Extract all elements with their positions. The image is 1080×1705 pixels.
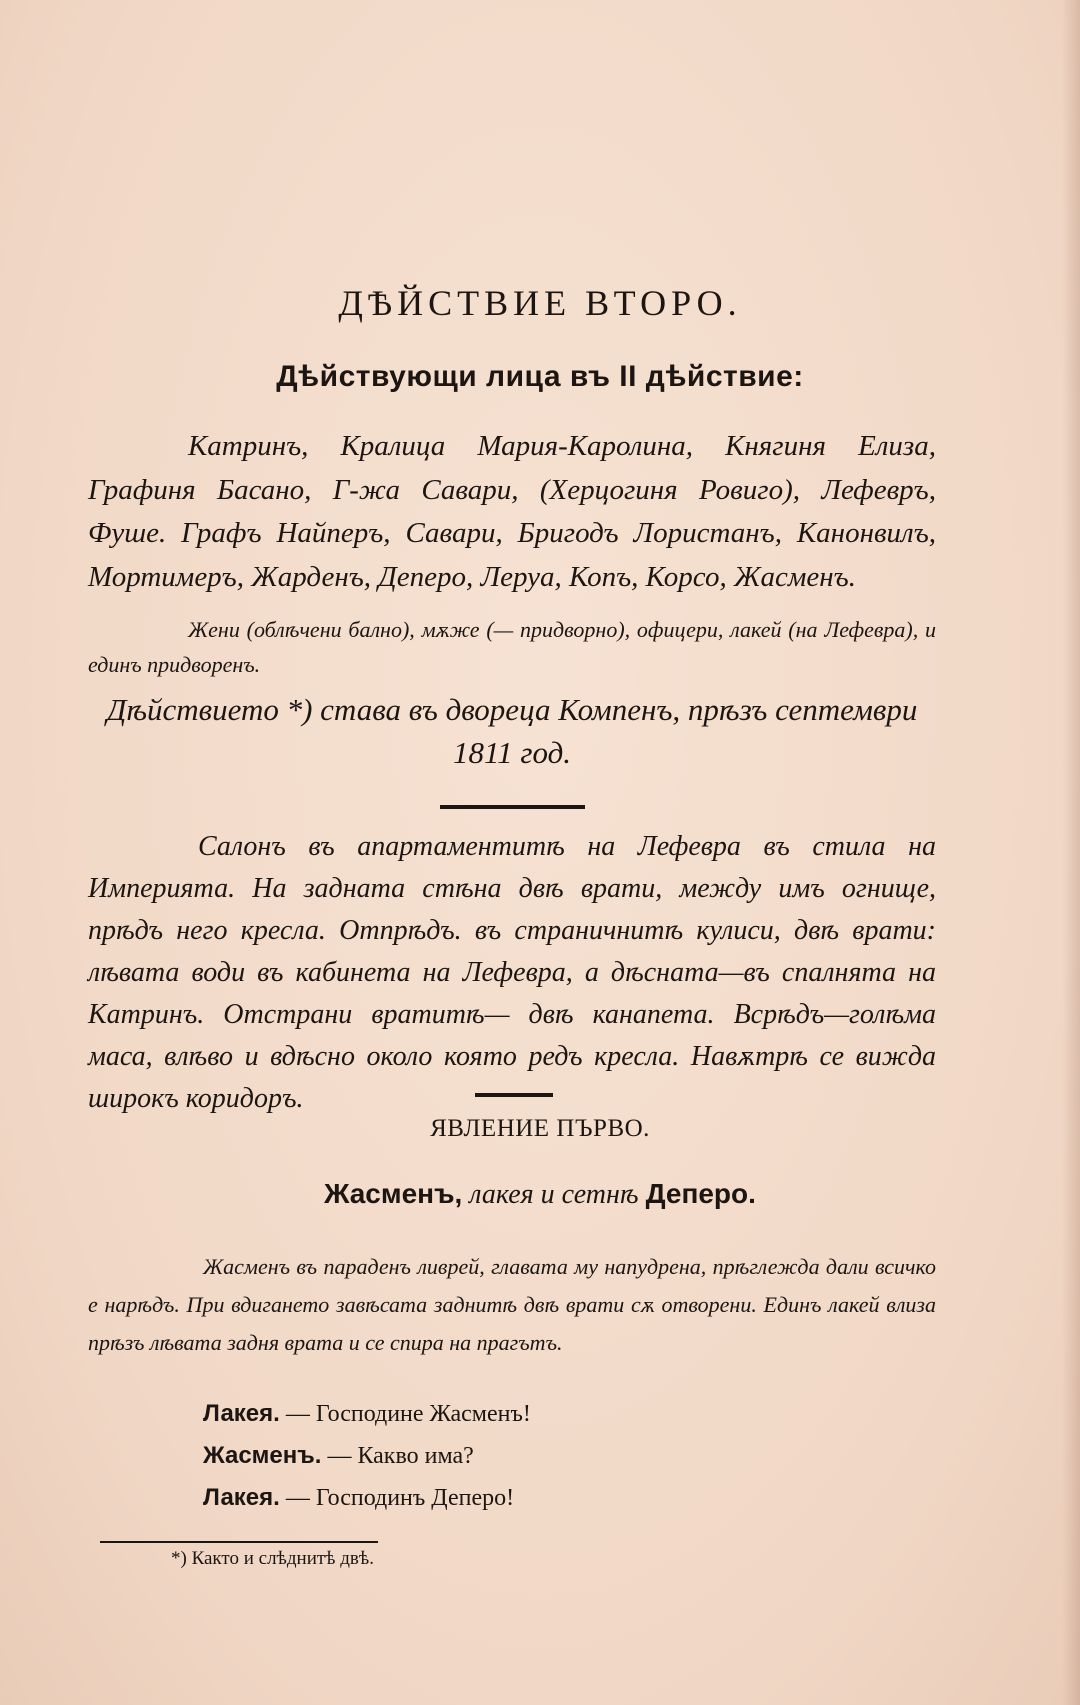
extras-list: Жени (облѣчени бално), мѫже (— придворно), офицери, лакей (на Лефевра), и единъ придворенъ. — [88, 617, 936, 677]
act-title: ДѢЙСТВИЕ ВТОРО. — [338, 283, 742, 323]
speaker: Лакея. — [203, 1400, 280, 1427]
scene-stage-direction: Жасменъ въ параденъ ливрей, главата му напудрена, прѣглежда дали всичко е нарѣдъ. При вдигането завѣсата заднитѣ двѣ врати сѫ отворени. Единъ лакей влиза прѣзъ лѣвата задня врата и се спира на прагътъ. — [88, 1254, 936, 1355]
line-text: — Какво има? — [327, 1443, 474, 1469]
scene-cast-name-1: Жасменъ, — [324, 1178, 463, 1209]
dialogue-line — [203, 1435, 903, 1477]
stage-direction: Салонъ въ апартаментитѣ на Лефевра въ стила на Империята. На задната стѣна двѣ врати, между имъ огнище, прѣдъ него кресла. Отпрѣдъ. въ страничнитѣ кулиси, двѣ врати: лѣвата води въ кабинета на Лефевра, а дѣсната—въ спалнята на Катринъ. Отстрани вратитѣ— двѣ канапета. Всрѣдъ—голѣма маса, влѣво и вдѣсно около която редъ кресла. Навѫтрѣ се вижда широкъ коридоръ. — [88, 831, 936, 1114]
scene-cast-name-2: Деперо. — [645, 1178, 756, 1209]
speaker: Лакея. — [203, 1484, 280, 1511]
dialogue — [203, 1393, 903, 1519]
cast-heading: Дѣйствующи лица въ II дѣйствие: — [276, 360, 804, 393]
scene-cast — [0, 1178, 1080, 1211]
footnote-rule — [100, 1541, 378, 1543]
page-edge-shadow — [1062, 0, 1080, 1705]
scene-cast-mid: лакея и сетнѣ — [469, 1179, 639, 1210]
scene-divider — [475, 1093, 553, 1097]
dialogue-line — [203, 1393, 903, 1435]
scene-title: ЯВЛЕНИЕ ПЪРВО. — [430, 1115, 650, 1142]
line-text: — Господине Жасменъ! — [285, 1401, 531, 1427]
footnote: *) Както и слѣднитѣ двѣ. — [171, 1548, 374, 1569]
section-divider — [440, 805, 585, 809]
dialogue-line — [203, 1477, 903, 1519]
line-text: — Господинъ Деперо! — [285, 1485, 515, 1511]
speaker: Жасменъ. — [203, 1442, 322, 1469]
cast-list: Катринъ, Кралица Мария-Каролина, Княгиня Елиза, Графиня Басано, Г-жа Савари, (Херцогиня Ровиго), Лефевръ, Фуше. Графъ Найперъ, Савари, Бригодъ Лористанъ, Канонвилъ, Мортимеръ, Жарденъ, Деперо, Леруа, Копъ, Корсо, Жасменъ. — [88, 430, 936, 593]
setting-note: Дѣйствието *) става въ двореца Компенъ, прѣзъ септември 1811 год. — [106, 692, 918, 770]
